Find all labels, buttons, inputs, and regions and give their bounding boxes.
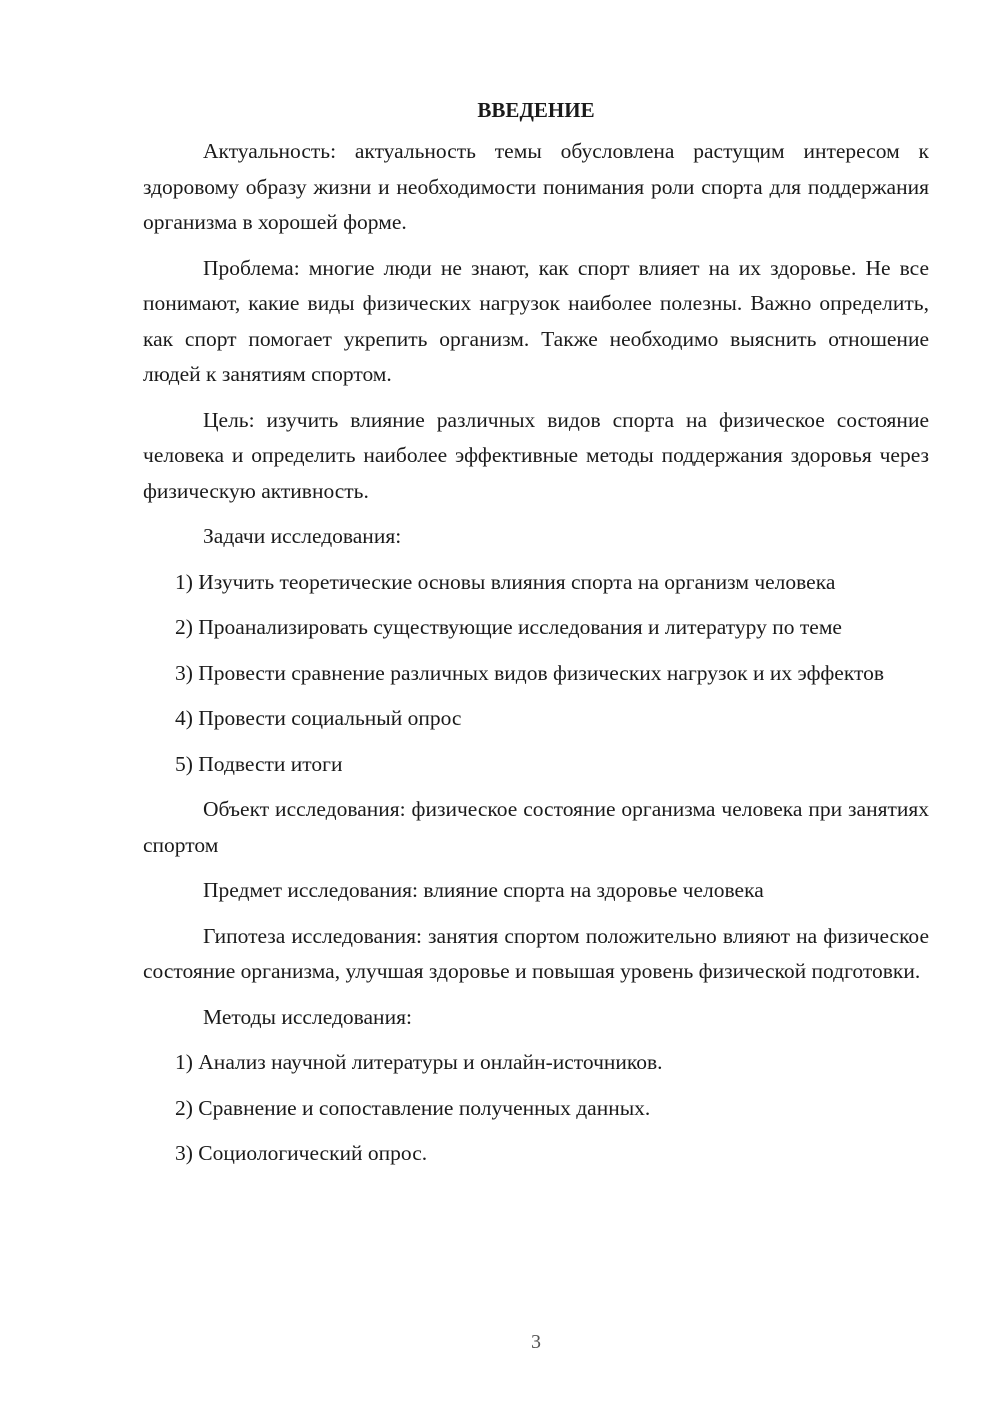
document-page — [143, 92, 929, 1182]
paragraph: Проблема: многие люди не знают, как спорт влияет на их здоровье. Не все понимают, какие виды физических нагрузок наиболее полезны. Важно определить, как спорт помогает укрепить организм. Также необходимо выяснить отношение людей к занятиям спортом. — [143, 255, 929, 386]
page-number: 3 — [531, 1331, 541, 1353]
list-item: 2) Сравнение и сопоставление полученных данных. — [175, 1095, 651, 1120]
document-body — [143, 134, 929, 1172]
paragraph: Задачи исследования: — [203, 524, 402, 548]
list-item: 1) Анализ научной литературы и онлайн-источников. — [175, 1050, 663, 1074]
paragraph: Объект исследования: физическое состояние организма человека при занятиях спортом — [143, 797, 929, 857]
list-item: 3) Социологический опрос. — [175, 1141, 428, 1165]
list-item: 3) Провести сравнение различных видов физических нагрузок и их эффектов — [175, 660, 885, 685]
page-title: ВВЕДЕНИЕ — [477, 98, 595, 122]
paragraph: Актуальность: актуальность темы обусловлена растущим интересом к здоровому образу жизни и необходимости понимания роли спорта для поддержания организма в хорошей форме. — [143, 139, 929, 234]
list-item: 4) Провести социальный опрос — [175, 706, 462, 730]
list-item: 2) Проанализировать существующие исследования и литературу по теме — [175, 615, 842, 639]
paragraph: Предмет исследования: влияние спорта на здоровье человека — [203, 878, 764, 902]
paragraph: Методы исследования: — [203, 1004, 412, 1029]
paragraph: Гипотеза исследования: занятия спортом положительно влияют на физическое состояние организма, улучшая здоровье и повышая уровень физической подготовки. — [143, 923, 929, 983]
list-item: 5) Подвести итоги — [175, 751, 343, 776]
list-item: 1) Изучить теоретические основы влияния спорта на организм человека — [175, 569, 836, 594]
paragraph: Цель: изучить влияние различных видов спорта на физическое состояние человека и определить наиболее эффективные методы поддержания здоровья через физическую активность. — [143, 407, 929, 503]
